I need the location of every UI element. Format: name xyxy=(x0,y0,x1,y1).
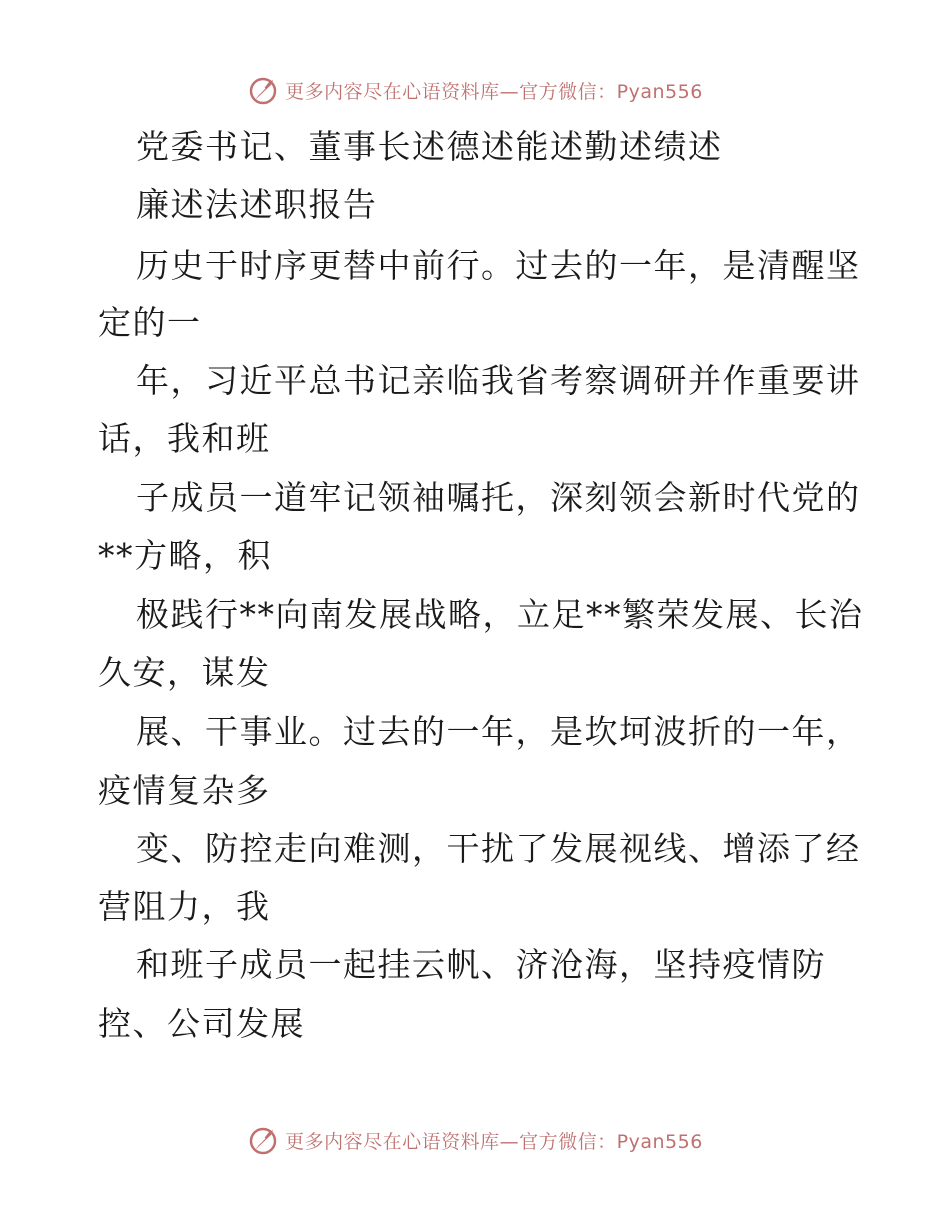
watermark-text: 更多内容尽在心语资料库—官方微信：Pyan556 xyxy=(285,80,703,103)
title-line-1: 党委书记、董事长述德述能述勤述绩述 xyxy=(136,127,723,166)
body-line: 营阻力，我 xyxy=(98,887,271,926)
body-line: **方略，积 xyxy=(98,536,272,575)
body-line: 和班子成员一起挂云帆、济沧海，坚持疫情防 xyxy=(136,945,826,984)
body-line: 历史于时序更替中前行。过去的一年，是清醒坚 xyxy=(136,246,861,285)
body-line: 控、公司发展 xyxy=(98,1004,305,1043)
watermark-text: 更多内容尽在心语资料库—官方微信：Pyan556 xyxy=(285,1130,703,1153)
body-line: 疫情复杂多 xyxy=(98,771,271,810)
body-line: 极践行**向南发展战略，立足**繁荣发展、长治 xyxy=(136,595,864,634)
body-line: 展、干事业。过去的一年，是坎坷波折的一年， xyxy=(136,712,861,751)
body-line: 久安，谋发 xyxy=(98,653,271,692)
body-line: 话，我和班 xyxy=(98,419,271,458)
body-line: 变、防控走向难测，干扰了发展视线、增添了经 xyxy=(136,829,861,868)
body-line: 年，习近平总书记亲临我省考察调研并作重要讲 xyxy=(136,361,861,400)
body-line: 定的一 xyxy=(98,303,202,342)
title-line-2: 廉述法述职报告 xyxy=(136,185,378,224)
footer-watermark xyxy=(0,1120,950,1160)
quill-logo-icon xyxy=(247,1124,279,1156)
body-line: 子成员一道牢记领袖嘱托，深刻领会新时代党的 xyxy=(136,478,861,517)
